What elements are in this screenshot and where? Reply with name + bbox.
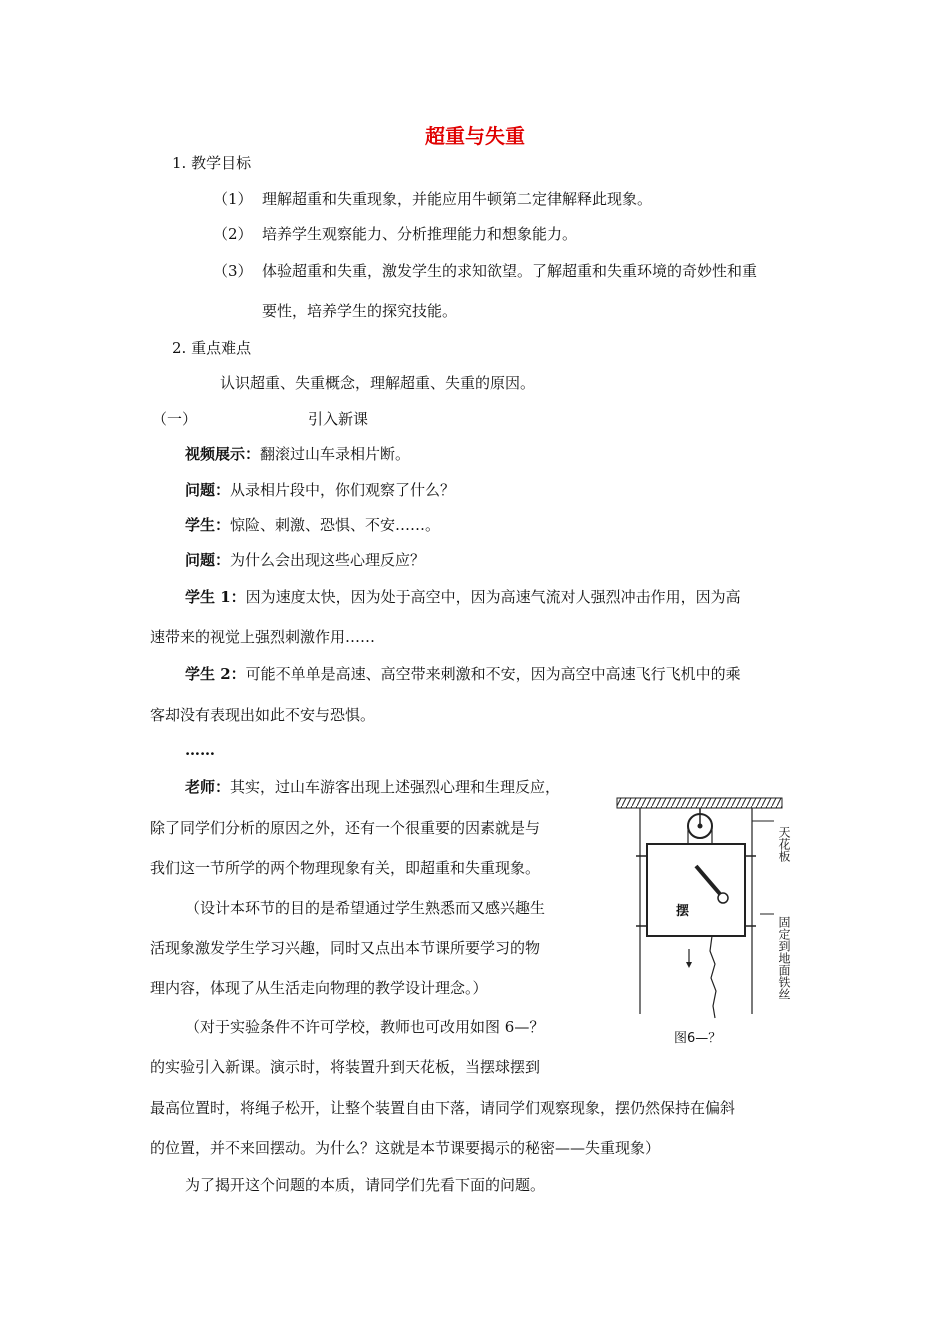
pendulum-rod xyxy=(696,866,720,894)
goal-text: 培养学生观察能力、分析推理能力和想象能力。 xyxy=(262,225,578,243)
teacher-text: 除了同学们分析的原因之外，还有一个很重要的因素就是与 xyxy=(150,819,541,837)
dialog-line xyxy=(185,480,455,500)
dialog-text: 惊险、刺激、恐惧、不安……。 xyxy=(230,516,441,534)
wire-label: 固定到地面铁丝 xyxy=(777,916,791,1000)
pendulum-bob xyxy=(718,893,728,903)
ellipsis: …… xyxy=(185,741,215,759)
dialog-text: 为什么会出现这些心理反应？ xyxy=(230,551,426,569)
dialog-text: 从录相片段中，你们观察了什么？ xyxy=(230,481,456,499)
dialog-text: 可能不单单是高速、高空带来刺激和不安，因为高空中高速飞行飞机中的乘 xyxy=(245,665,741,683)
ceiling-hatch xyxy=(617,798,782,808)
dialog-text: 因为速度太快，因为处于高空中，因为高速气流对人强烈冲击作用，因为高 xyxy=(245,588,741,606)
speaker-label: 学生 2： xyxy=(185,665,246,683)
teacher-text: 其实，过山车游客出现上述强烈心理和生理反应， xyxy=(230,778,561,796)
pendulum-label: 摆 xyxy=(676,904,690,919)
design-note: 活现象激发学生学习兴趣，同时又点出本节课所要学习的物 xyxy=(150,939,541,957)
teacher-line xyxy=(185,777,560,797)
ceiling-label: 天花板 xyxy=(777,826,791,862)
falling-box xyxy=(647,844,745,936)
experiment-note: （对于实验条件不许可学校，教师也可改用如图 6—？ xyxy=(185,1018,545,1036)
experiment-note: 最高位置时，将绳子松开，让整个装置自由下落，请同学们观察现象，摆仍然保持在偏斜 xyxy=(150,1099,736,1117)
goal-text-continued: 要性，培养学生的探究技能。 xyxy=(262,302,458,320)
part-number: （一） xyxy=(152,410,198,428)
design-note: 理内容，体现了从生活走向物理的教学设计理念。） xyxy=(150,979,488,997)
speaker-label: 问题： xyxy=(185,481,231,499)
speaker-label: 学生： xyxy=(185,516,231,534)
goal-text: 理解超重和失重现象，并能应用牛顿第二定律解释此现象。 xyxy=(262,190,653,208)
speaker-label: 视频展示： xyxy=(185,445,261,463)
dialog-text-continued: 客却没有表现出如此不安与恐惧。 xyxy=(150,706,376,724)
dialog-line xyxy=(185,664,741,684)
speaker-label: 问题： xyxy=(185,551,231,569)
dialog-line xyxy=(185,550,425,570)
speaker-label: 学生 1： xyxy=(185,588,246,606)
closing-text: 为了揭开这个问题的本质，请同学们先看下面的问题。 xyxy=(185,1176,546,1194)
goal-number: （3） xyxy=(213,262,253,280)
dialog-text: 翻滚过山车录相片断。 xyxy=(260,445,411,463)
goal-number: （1） xyxy=(213,190,253,208)
release-rope xyxy=(710,936,716,1018)
dialog-line xyxy=(185,444,410,464)
dialog-line xyxy=(185,587,741,607)
section-heading-key-points: 2. 重点难点 xyxy=(172,339,252,357)
goal-text: 体验超重和失重，激发学生的求知欲望。了解超重和失重环境的奇妙性和重 xyxy=(262,262,758,280)
figure-caption: 图6—？ xyxy=(674,1031,722,1046)
page-title: 超重与失重 xyxy=(425,124,525,148)
part-title: 引入新课 xyxy=(308,410,369,428)
goal-number: （2） xyxy=(213,225,253,243)
dialog-text-continued: 速带来的视觉上强烈刺激作用…… xyxy=(150,628,376,646)
free-fall-pendulum-figure xyxy=(612,786,802,1056)
design-note: （设计本环节的目的是希望通过学生熟悉而又感兴趣生 xyxy=(185,899,546,917)
section-heading-goals: 1. 教学目标 xyxy=(172,154,252,172)
dialog-line xyxy=(185,515,440,535)
experiment-note: 的实验引入新课。演示时，将装置升到天花板，当摆球摆到 xyxy=(150,1058,541,1076)
teacher-text: 我们这一节所学的两个物理现象有关，即超重和失重现象。 xyxy=(150,859,541,877)
key-points-text: 认识超重、失重概念，理解超重、失重的原因。 xyxy=(220,374,536,392)
speaker-label: 老师： xyxy=(185,778,231,796)
experiment-note: 的位置，并不来回摆动。为什么？这就是本节课要揭示的秘密——失重现象） xyxy=(150,1139,661,1157)
